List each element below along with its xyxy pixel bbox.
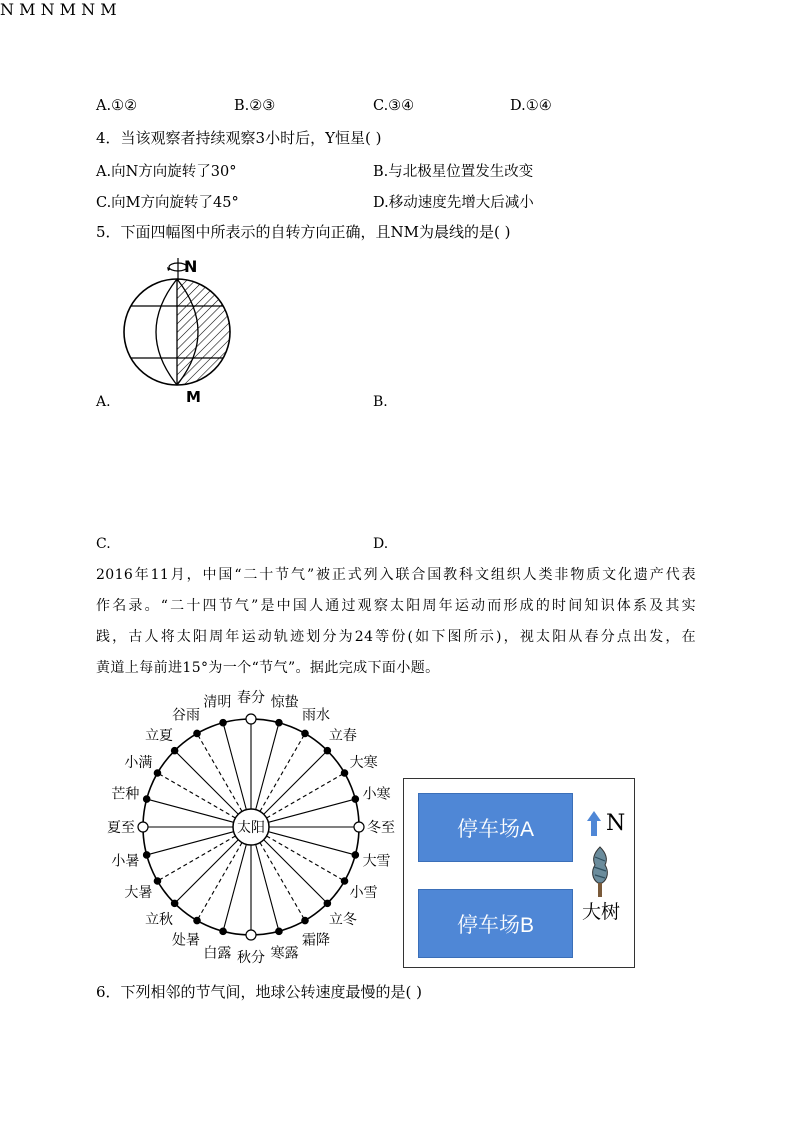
- solar-term-label: 惊蛰: [270, 694, 299, 711]
- q4-stem: 4．当该观察者持续观察3小时后，Y恒星( ): [96, 129, 382, 147]
- spoke-line: [268, 799, 355, 822]
- solar-term-label: 小暑: [111, 853, 140, 870]
- solar-term-label: 大雪: [362, 853, 391, 870]
- q5-diagrams: [0, 0, 794, 560]
- term-point: [352, 852, 358, 858]
- solar-term-label: 雨水: [302, 707, 330, 724]
- solar-term-label: 谷雨: [172, 707, 200, 724]
- solar-term-label: 夏至: [107, 820, 135, 836]
- term-point: [171, 900, 177, 906]
- q5-option-d-label: D.: [373, 536, 389, 552]
- term-point: [220, 719, 226, 725]
- term-point: [194, 917, 200, 923]
- parking-map: [403, 778, 635, 968]
- diagram-a-m-label: M: [186, 388, 201, 406]
- solar-term-label: 芒种: [111, 786, 140, 803]
- diagram-c-north-label: N: [40, 0, 55, 19]
- solar-terms-diagram: [90, 685, 410, 975]
- term-point: [341, 878, 347, 884]
- major-term-point: [138, 822, 148, 832]
- term-point: [341, 770, 347, 776]
- term-point: [143, 796, 149, 802]
- spoke-line: [264, 751, 328, 815]
- tree-icon: [588, 845, 612, 899]
- spoke-line: [223, 723, 246, 810]
- term-point: [302, 730, 308, 736]
- solar-term-label: 冬至: [367, 820, 395, 836]
- solar-term-label: 秋分: [237, 950, 265, 966]
- solar-term-label: 立夏: [145, 728, 174, 745]
- spoke-line: [256, 723, 279, 810]
- solar-term-label: 处暑: [172, 932, 200, 949]
- solar-term-label: 清明: [203, 694, 232, 711]
- q3-option-b: B.②③: [234, 98, 276, 114]
- north-label: N: [606, 811, 626, 836]
- sun-label: 太阳: [237, 820, 265, 836]
- q5-option-b-label: B.: [373, 394, 388, 410]
- solar-term-label: 白露: [203, 945, 232, 962]
- term-point: [154, 878, 160, 884]
- term-point: [194, 730, 200, 736]
- diagram-b-m-label: M: [19, 0, 36, 19]
- q5-option-a-label: A.: [96, 394, 111, 410]
- passage-line-2: 作名录。“二十四节气”是中国人通过观察太阳周年运动而形成的时间知识体系及其实: [96, 598, 696, 614]
- term-point: [154, 770, 160, 776]
- q5-option-c-label: C.: [96, 536, 111, 552]
- major-term-point: [246, 714, 256, 724]
- term-point: [276, 928, 282, 934]
- q3-option-c: C.③④: [373, 98, 415, 114]
- q4-option-a: A.向N方向旋转了30°: [96, 164, 237, 180]
- spoke-line: [223, 844, 246, 931]
- term-point: [143, 852, 149, 858]
- solar-term-label: 霜降: [302, 932, 330, 949]
- diagram-a: [120, 257, 234, 406]
- spoke-line: [147, 799, 234, 822]
- diagram-d-m-label: M: [100, 0, 117, 19]
- solar-term-label: 小满: [124, 755, 153, 771]
- passage-line-1: 2016年11月，中国“二十节气”被正式列入联合国教科文组织人类非物质文化遗产代表: [96, 567, 696, 583]
- term-point: [171, 747, 177, 753]
- term-point: [324, 900, 330, 906]
- major-term-point: [246, 930, 256, 940]
- parking-lot-b: 停车场B: [418, 889, 573, 958]
- solar-term-label: 寒露: [270, 945, 299, 962]
- solar-term-label: 大暑: [124, 885, 153, 901]
- passage-line-3: 践，古人将太阳周年运动轨迹划分为24等份(如下图所示)，视太阳从春分点出发，在: [96, 629, 696, 645]
- term-point: [352, 796, 358, 802]
- q4-option-b: B.与北极星位置发生改变: [373, 164, 534, 180]
- q4-option-c: C.向M方向旋转了45°: [96, 195, 239, 211]
- diagram-a-north-label: N: [184, 257, 198, 276]
- major-term-point: [354, 822, 364, 832]
- spoke-line: [264, 840, 328, 904]
- spoke-line: [175, 840, 239, 904]
- q5-stem: 5．下面四幅图中所表示的自转方向正确，且NM为晨线的是( ): [96, 223, 511, 241]
- q6-stem: 6．下列相邻的节气间，地球公转速度最慢的是( ): [96, 983, 423, 1001]
- parking-lot-a: 停车场A: [418, 793, 573, 862]
- term-point: [220, 928, 226, 934]
- q4-option-d: D.移动速度先增大后减小: [373, 195, 534, 211]
- solar-term-label: 立秋: [145, 911, 174, 928]
- solar-term-label: 春分: [237, 690, 265, 706]
- solar-term-label: 立冬: [328, 911, 357, 928]
- spoke-line: [256, 844, 279, 931]
- spoke-line: [268, 832, 355, 855]
- solar-term-label: 立春: [328, 728, 357, 745]
- north-arrow-icon: [586, 811, 602, 837]
- spoke-line: [175, 751, 239, 815]
- q3-option-a: A.①②: [96, 98, 138, 114]
- diagram-c-m-label: M: [59, 0, 77, 19]
- solar-term-label: 小寒: [362, 786, 391, 803]
- q3-option-d: D.①④: [510, 98, 552, 114]
- diagram-b-north-label: N: [0, 0, 14, 19]
- term-point: [302, 917, 308, 923]
- term-point: [276, 719, 282, 725]
- diagram-d-north-label: N: [81, 0, 96, 19]
- solar-term-label: 小雪: [349, 885, 378, 901]
- solar-term-label: 大寒: [349, 755, 378, 771]
- passage-line-4: 黄道上每前进15°为一个“节气”。据此完成下面小题。: [96, 660, 440, 676]
- tree-label: 大树: [582, 901, 621, 923]
- term-point: [324, 747, 330, 753]
- spoke-line: [147, 832, 234, 855]
